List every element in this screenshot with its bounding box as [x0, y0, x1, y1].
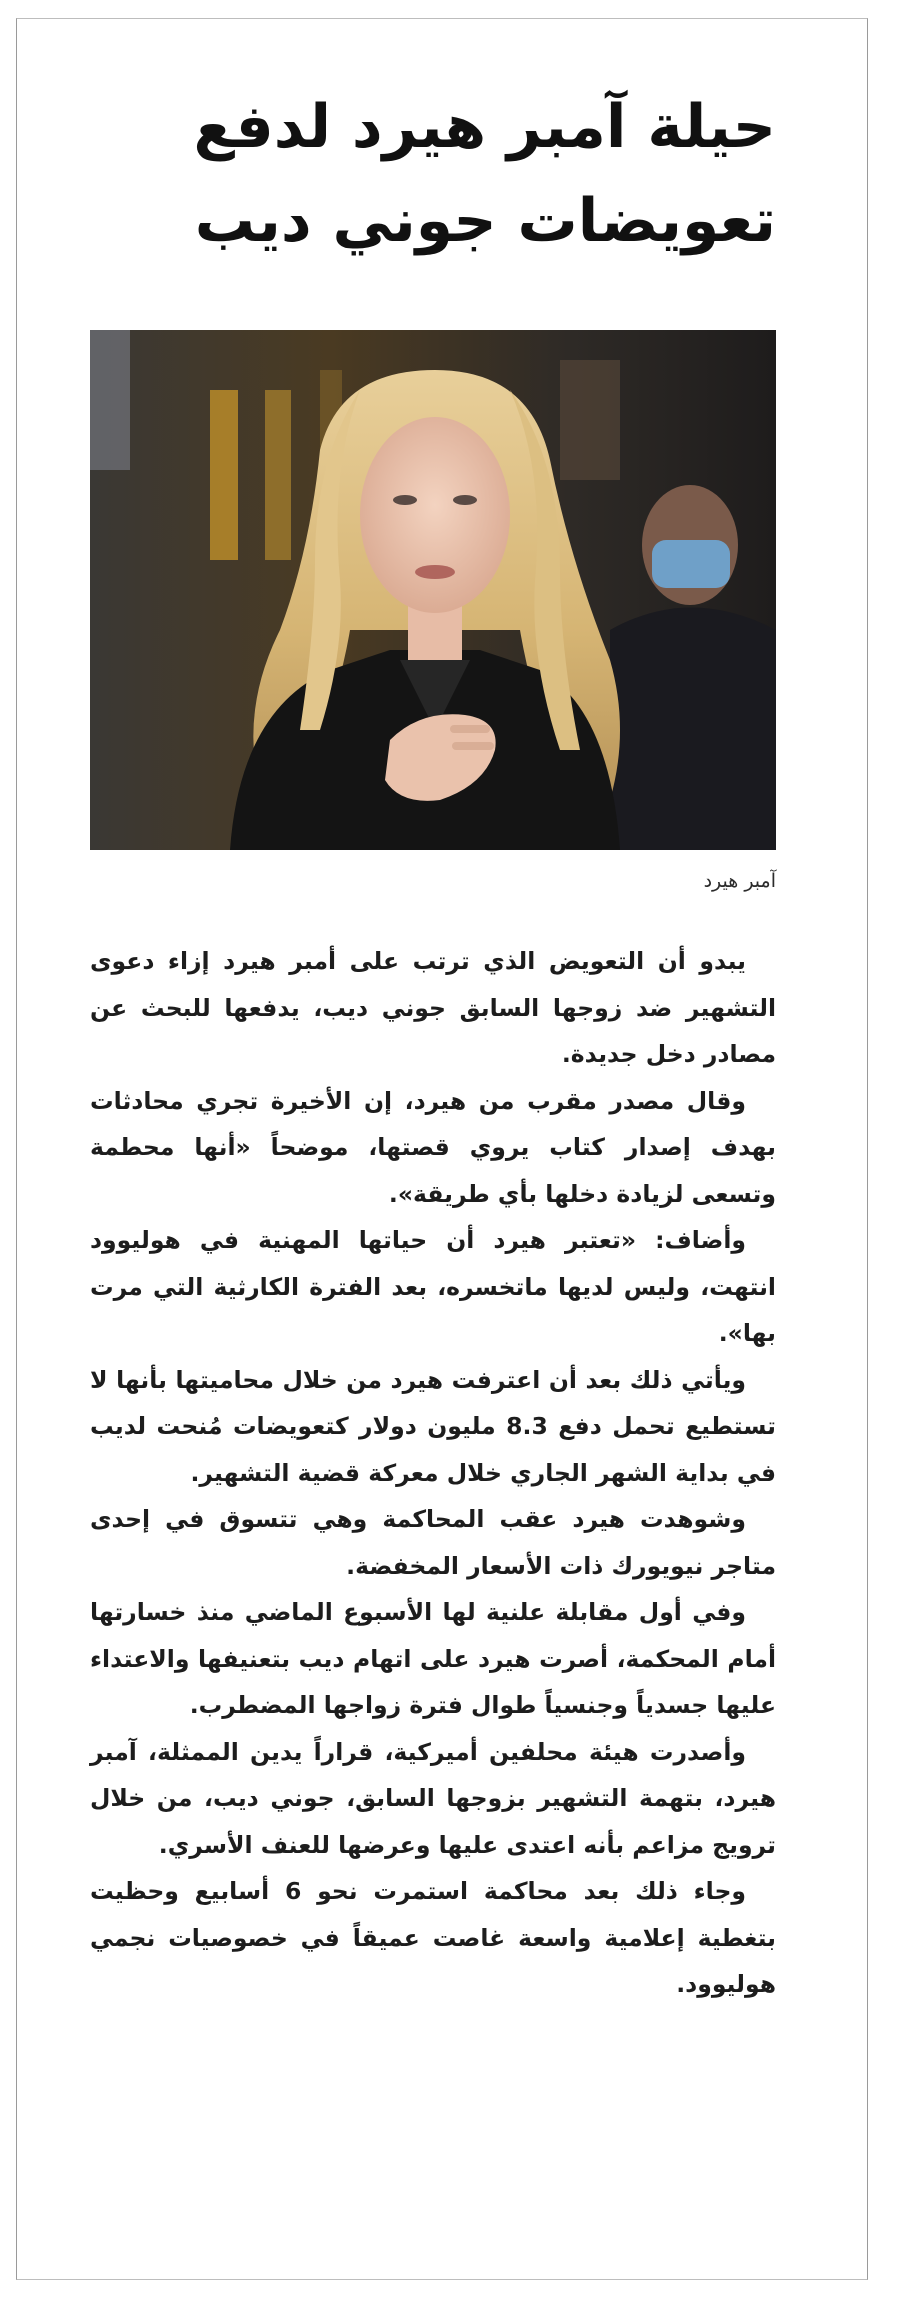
headline-line-2: تعويضات جوني ديب [194, 186, 776, 256]
paragraph: وجاء ذلك بعد محاكمة استمرت نحو 6 أسابيع وحظيت بتغطية إعلامية واسعة غاصت عميقاً في خصوصيات نجمي هوليوود. [90, 1877, 776, 1998]
headline-line-1: حيلة آمبر هيرد لدفع [193, 92, 776, 162]
paragraph: وفي أول مقابلة علنية لها الأسبوع الماضي منذ خسارتها أمام المحكمة، أصرت هيرد على اتهام ديب بتعنيفها والاعتداء عليها جسدياً وجنسياً طوال فترة زواجها المضطرب. [90, 1598, 776, 1719]
article [90, 80, 776, 2008]
paragraph: ويأتي ذلك بعد أن اعترفت هيرد من خلال محاميتها بأنها لا تستطيع تحمل دفع 8.3 مليون دولار كتعويضات مُنحت لديب في بداية الشهر الجاري خلال معركة قضية التشهير. [90, 1365, 777, 1487]
paragraph: يبدو أن التعويض الذي ترتب على أمبر هيرد إزاء دعوى التشهير ضد زوجها السابق جوني ديب، يدفعها للبحث عن مصادر دخل جديدة. [90, 947, 776, 1068]
photo-caption: آمبر هيرد [703, 870, 776, 892]
headline [90, 80, 776, 268]
article-photo [90, 330, 776, 850]
paragraph: وأضاف: «تعتبر هيرد أن حياتها المهنية في هوليوود انتهت، وليس لديها ماتخسره، بعد الفترة الكارثية التي مرت بها». [90, 1226, 776, 1347]
portrait-image [90, 330, 776, 850]
paragraph: وشوهدت هيرد عقب المحاكمة وهي تتسوق في إحدى متاجر نيويورك ذات الأسعار المخفضة. [90, 1505, 776, 1580]
paragraph: وقال مصدر مقرب من هيرد، إن الأخيرة تجري محادثات بهدف إصدار كتاب يروي قصتها، موضحاً «أنها محطمة وتسعى لزيادة دخلها بأي طريقة». [90, 1086, 776, 1208]
paragraph: وأصدرت هيئة محلفين أميركية، قراراً يدين الممثلة، آمبر هيرد، بتهمة التشهير بزوجها السابق، جوني ديب، من خلال ترويج مزاعم بأنه اعتدى عليها وعرضها للعنف الأسري. [90, 1737, 776, 1859]
article-body [90, 938, 776, 2008]
